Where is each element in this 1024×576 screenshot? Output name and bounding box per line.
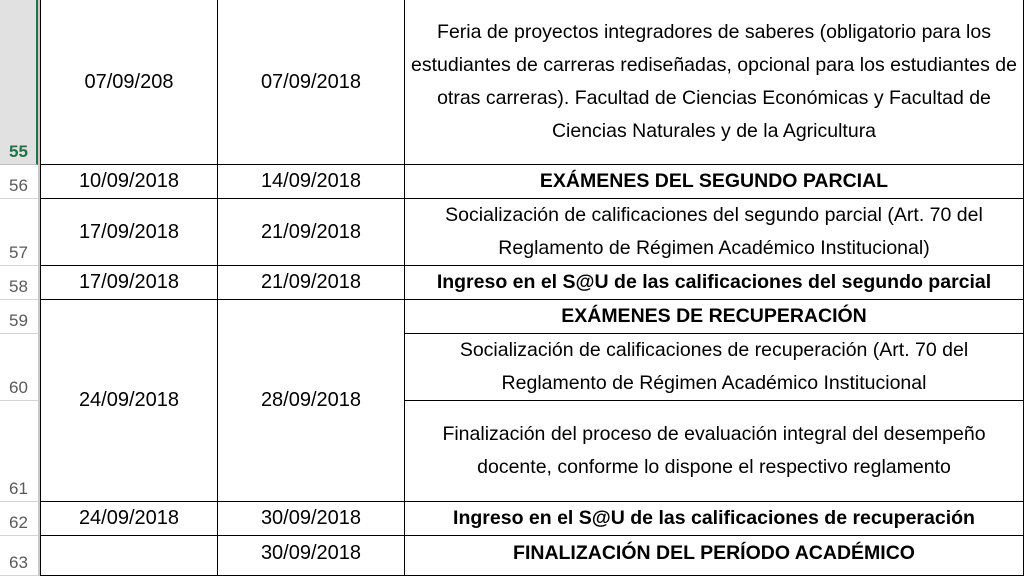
description-cell[interactable]: FINALIZACIÓN DEL PERÍODO ACADÉMICO [405,536,1024,576]
end-date-cell[interactable]: 07/09/2018 [218,0,405,165]
start-date-cell[interactable]: 17/09/2018 [41,266,218,300]
start-date-cell[interactable]: 10/09/2018 [41,165,218,199]
end-date-cell[interactable]: 21/09/2018 [218,266,405,300]
description-cell[interactable]: Socialización de calificaciones del segundo parcial (Art. 70 del Reglamento de Régimen Académico Institucional) [405,199,1024,266]
row-header-61[interactable]: 61 [0,401,38,502]
start-date-cell[interactable]: 17/09/2018 [41,199,218,266]
row-header-55[interactable]: 55 [0,0,38,165]
start-date-cell[interactable]: 24/09/2018 [41,502,218,536]
description-cell[interactable]: Feria de proyectos integradores de saberes (obligatorio para los estudiantes de carreras rediseñadas, opcional para los estudiantes de otras carreras). Facultad de Ciencias Económicas y Facultad de Ciencias Naturales y de la Agricultura [405,0,1024,165]
row-header-59[interactable]: 59 [0,300,38,334]
row-header-57[interactable]: 57 [0,199,38,266]
row-header-63[interactable]: 63 [0,536,38,576]
end-date-cell[interactable]: 21/09/2018 [218,199,405,266]
row-header-62[interactable]: 62 [0,502,38,536]
description-cell[interactable]: EXÁMENES DEL SEGUNDO PARCIAL [405,165,1024,199]
description-cell[interactable]: Socialización de calificaciones de recuperación (Art. 70 del Reglamento de Régimen Académico Institucional [405,334,1024,401]
end-date-cell[interactable]: 30/09/2018 [218,536,405,576]
start-date-cell[interactable]: 07/09/208 [41,0,218,165]
description-cell[interactable]: Ingreso en el S@U de las calificaciones de recuperación [405,502,1024,536]
end-date-cell[interactable]: 14/09/2018 [218,165,405,199]
row-header-60[interactable]: 60 [0,334,38,401]
description-cell[interactable]: Finalización del proceso de evaluación integral del desempeño docente, conforme lo dispone el respectivo reglamento [405,401,1024,502]
description-cell[interactable]: Ingreso en el S@U de las calificaciones del segundo parcial [405,266,1024,300]
description-cell[interactable]: EXÁMENES DE RECUPERACIÓN [405,300,1024,334]
row-header-58[interactable]: 58 [0,266,38,300]
start-date-cell[interactable] [41,536,218,576]
end-date-merged-cell[interactable]: 28/09/2018 [218,300,405,502]
start-date-merged-cell[interactable]: 24/09/2018 [41,300,218,502]
end-date-cell[interactable]: 30/09/2018 [218,502,405,536]
row-header-56[interactable]: 56 [0,165,38,199]
